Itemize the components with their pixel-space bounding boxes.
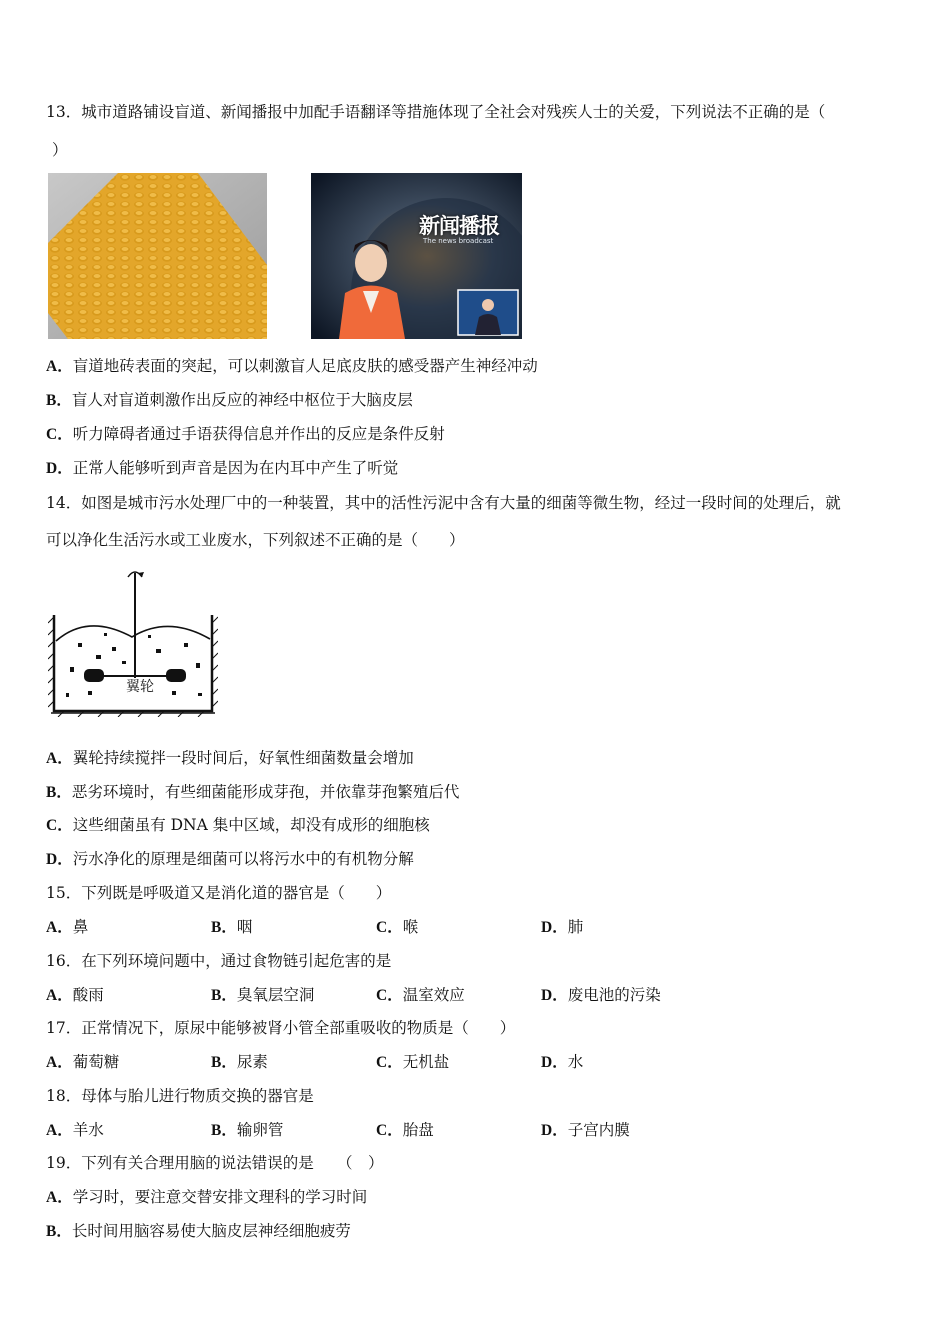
q19-stem: 19．下列有关合理用脑的说法错误的是 （ ）	[46, 1154, 384, 1172]
q17-stem: 17．正常情况下，原尿中能够被肾小管全部重吸收的物质是（ ）	[46, 1019, 516, 1037]
q17-option-a: A．葡萄糖	[46, 1053, 120, 1071]
q16-stem: 16．在下列环境问题中，通过食物链引起危害的是	[46, 952, 392, 970]
q13-option-d: D．正常人能够听到声音是因为在内耳中产生了听觉	[46, 459, 399, 477]
q18-options	[46, 1120, 906, 1140]
q13-option-c: C．听力障碍者通过手语获得信息并作出的反应是条件反射	[46, 425, 445, 443]
news-subtitle: The news broadcast	[423, 237, 494, 245]
q16-option-a: A．酸雨	[46, 986, 104, 1004]
q16-option-d: D．废电池的污染	[541, 986, 661, 1004]
q15-option-d: D．肺	[541, 918, 584, 936]
q15-stem: 15．下列既是呼吸道又是消化道的器官是（ ）	[46, 884, 392, 902]
q13-stem-line2: ）	[52, 141, 68, 159]
q15-options	[46, 917, 906, 937]
q14-option-d: D．污水净化的原理是细菌可以将污水中的有机物分解	[46, 850, 414, 868]
q14-option-a: A．翼轮持续搅拌一段时间后，好氧性细菌数量会增加	[46, 749, 414, 767]
q18-option-b: B．输卵管	[211, 1121, 284, 1139]
q17-options	[46, 1052, 906, 1072]
q16-option-b: B．臭氧层空洞	[211, 986, 315, 1004]
q18-option-a: A．羊水	[46, 1121, 104, 1139]
q13-option-b: B．盲人对盲道刺激作出反应的神经中枢位于大脑皮层	[46, 391, 413, 409]
q14-stem-line2: 可以净化生活污水或工业废水，下列叙述不正确的是（ ）	[46, 531, 465, 549]
q17-option-d: D．水	[541, 1053, 584, 1071]
q15-option-b: B．咽	[211, 918, 253, 936]
q16-options	[46, 985, 906, 1005]
q18-option-d: D．子宫内膜	[541, 1121, 630, 1139]
q19-option-a: A．学习时，要注意交替安排文理科的学习时间	[46, 1188, 368, 1206]
q17-option-c: C．无机盐	[376, 1053, 450, 1071]
sewage-tank-diagram	[48, 563, 218, 717]
q18-option-c: C．胎盘	[376, 1121, 434, 1139]
q15-option-c: C．喉	[376, 918, 419, 936]
impeller-label: 翼轮	[126, 679, 154, 695]
q19-option-b: B．长时间用脑容易使大脑皮层神经细胞疲劳	[46, 1222, 351, 1240]
q17-option-b: B．尿素	[211, 1053, 268, 1071]
q13-option-a: A．盲道地砖表面的突起，可以刺激盲人足底皮肤的感受器产生神经冲动	[46, 357, 538, 375]
news-broadcast-photo	[311, 173, 522, 339]
q16-option-c: C．温室效应	[376, 986, 465, 1004]
q18-stem: 18．母体与胎儿进行物质交换的器官是	[46, 1087, 314, 1105]
tactile-paving-photo	[48, 173, 267, 339]
q14-option-b: B．恶劣环境时，有些细菌能形成芽孢，并依靠芽孢繁殖后代	[46, 783, 460, 801]
q14-stem-line1: 14．如图是城市污水处理厂中的一种装置，其中的活性污泥中含有大量的细菌等微生物，经过一段时间的处理后，就	[46, 494, 841, 512]
news-title: 新闻播报	[419, 214, 499, 238]
q14-option-c: C．这些细菌虽有 DNA 集中区域，却没有成形的细胞核	[46, 816, 430, 834]
q15-option-a: A．鼻	[46, 918, 89, 936]
q13-stem-line1: 13．城市道路铺设盲道、新闻播报中加配手语翻译等措施体现了全社会对残疾人士的关爱，下列说法不正确的是（	[46, 103, 826, 121]
